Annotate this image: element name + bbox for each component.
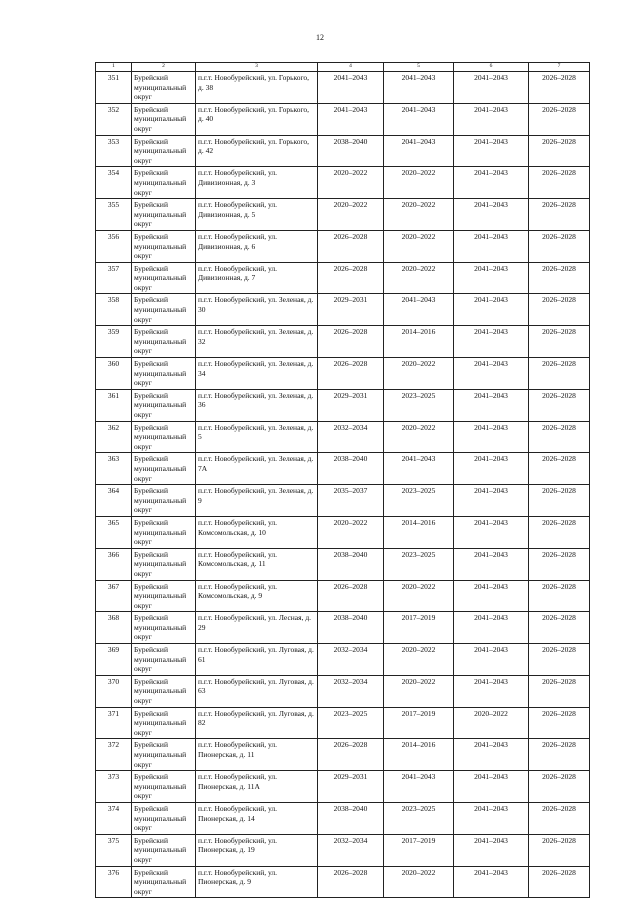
period-col4: 2020–2022 bbox=[318, 199, 384, 231]
period-col4: 2029–2031 bbox=[318, 771, 384, 803]
building-address: п.г.т. Новобурейский, ул. Пионерская, д. 9 bbox=[196, 866, 318, 898]
period-col7: 2026–2028 bbox=[529, 707, 590, 739]
period-col4: 2038–2040 bbox=[318, 802, 384, 834]
period-col5: 2020–2022 bbox=[384, 358, 454, 390]
period-col7: 2026–2028 bbox=[529, 453, 590, 485]
period-col7: 2026–2028 bbox=[529, 675, 590, 707]
period-col4: 2038–2040 bbox=[318, 453, 384, 485]
row-number: 362 bbox=[96, 421, 132, 453]
period-col4: 2029–2031 bbox=[318, 389, 384, 421]
table-row bbox=[96, 485, 590, 517]
row-number: 370 bbox=[96, 675, 132, 707]
period-col7: 2026–2028 bbox=[529, 771, 590, 803]
municipal-district: Бурейский муниципальный округ bbox=[132, 167, 196, 199]
table-row bbox=[96, 326, 590, 358]
row-number: 374 bbox=[96, 802, 132, 834]
period-col7: 2026–2028 bbox=[529, 103, 590, 135]
row-number: 353 bbox=[96, 135, 132, 167]
table-row bbox=[96, 453, 590, 485]
building-address: п.г.т. Новобурейский, ул. Пионерская, д. 19 bbox=[196, 834, 318, 866]
building-address: п.г.т. Новобурейский, ул. Зеленая, д. 9 bbox=[196, 485, 318, 517]
table-row bbox=[96, 548, 590, 580]
period-col5: 2041–2043 bbox=[384, 135, 454, 167]
column-numbers-row bbox=[96, 63, 590, 72]
period-col6: 2041–2043 bbox=[454, 199, 529, 231]
municipal-district: Бурейский муниципальный округ bbox=[132, 644, 196, 676]
building-address: п.г.т. Новобурейский, ул. Зеленая, д. 32 bbox=[196, 326, 318, 358]
period-col7: 2026–2028 bbox=[529, 294, 590, 326]
period-col5: 2020–2022 bbox=[384, 167, 454, 199]
municipal-district: Бурейский муниципальный округ bbox=[132, 516, 196, 548]
municipal-district: Бурейский муниципальный округ bbox=[132, 453, 196, 485]
table-row bbox=[96, 580, 590, 612]
building-address: п.г.т. Новобурейский, ул. Пионерская, д. 14 bbox=[196, 802, 318, 834]
period-col4: 2032–2034 bbox=[318, 421, 384, 453]
period-col7: 2026–2028 bbox=[529, 72, 590, 104]
period-col7: 2026–2028 bbox=[529, 866, 590, 898]
period-col4: 2032–2034 bbox=[318, 834, 384, 866]
building-address: п.г.т. Новобурейский, ул. Комсомольская, д. 9 bbox=[196, 580, 318, 612]
table-row bbox=[96, 167, 590, 199]
table-row bbox=[96, 516, 590, 548]
period-col7: 2026–2028 bbox=[529, 834, 590, 866]
table-row bbox=[96, 135, 590, 167]
building-address: п.г.т. Новобурейский, ул. Зеленая, д. 34 bbox=[196, 358, 318, 390]
period-col5: 2020–2022 bbox=[384, 230, 454, 262]
period-col6: 2041–2043 bbox=[454, 644, 529, 676]
period-col5: 2041–2043 bbox=[384, 294, 454, 326]
period-col5: 2041–2043 bbox=[384, 72, 454, 104]
housing-repair-table bbox=[95, 62, 590, 898]
period-col6: 2041–2043 bbox=[454, 421, 529, 453]
period-col6: 2020–2022 bbox=[454, 707, 529, 739]
period-col5: 2020–2022 bbox=[384, 580, 454, 612]
building-address: п.г.т. Новобурейский, ул. Горького, д. 42 bbox=[196, 135, 318, 167]
building-address: п.г.т. Новобурейский, ул. Пионерская, д. 11 bbox=[196, 739, 318, 771]
column-number: 4 bbox=[318, 63, 384, 72]
row-number: 366 bbox=[96, 548, 132, 580]
period-col6: 2041–2043 bbox=[454, 230, 529, 262]
period-col7: 2026–2028 bbox=[529, 612, 590, 644]
period-col6: 2041–2043 bbox=[454, 167, 529, 199]
municipal-district: Бурейский муниципальный округ bbox=[132, 866, 196, 898]
table-row bbox=[96, 103, 590, 135]
municipal-district: Бурейский муниципальный округ bbox=[132, 580, 196, 612]
period-col4: 2029–2031 bbox=[318, 294, 384, 326]
period-col5: 2020–2022 bbox=[384, 866, 454, 898]
table-row bbox=[96, 771, 590, 803]
table-row bbox=[96, 389, 590, 421]
period-col7: 2026–2028 bbox=[529, 135, 590, 167]
period-col4: 2035–2037 bbox=[318, 485, 384, 517]
table-row bbox=[96, 644, 590, 676]
municipal-district: Бурейский муниципальный округ bbox=[132, 294, 196, 326]
table-row bbox=[96, 358, 590, 390]
row-number: 363 bbox=[96, 453, 132, 485]
period-col7: 2026–2028 bbox=[529, 548, 590, 580]
period-col6: 2041–2043 bbox=[454, 516, 529, 548]
period-col5: 2017–2019 bbox=[384, 834, 454, 866]
municipal-district: Бурейский муниципальный округ bbox=[132, 707, 196, 739]
building-address: п.г.т. Новобурейский, ул. Дивизионная, д. 6 bbox=[196, 230, 318, 262]
period-col4: 2023–2025 bbox=[318, 707, 384, 739]
row-number: 352 bbox=[96, 103, 132, 135]
period-col4: 2026–2028 bbox=[318, 230, 384, 262]
row-number: 372 bbox=[96, 739, 132, 771]
period-col7: 2026–2028 bbox=[529, 421, 590, 453]
period-col4: 2032–2034 bbox=[318, 675, 384, 707]
municipal-district: Бурейский муниципальный округ bbox=[132, 485, 196, 517]
row-number: 351 bbox=[96, 72, 132, 104]
table-row bbox=[96, 739, 590, 771]
row-number: 364 bbox=[96, 485, 132, 517]
table-row bbox=[96, 612, 590, 644]
period-col5: 2020–2022 bbox=[384, 644, 454, 676]
period-col4: 2041–2043 bbox=[318, 72, 384, 104]
period-col7: 2026–2028 bbox=[529, 262, 590, 294]
municipal-district: Бурейский муниципальный округ bbox=[132, 548, 196, 580]
table-row bbox=[96, 834, 590, 866]
building-address: п.г.т. Новобурейский, ул. Дивизионная, д. 5 bbox=[196, 199, 318, 231]
building-address: п.г.т. Новобурейский, ул. Лесная, д. 29 bbox=[196, 612, 318, 644]
period-col6: 2041–2043 bbox=[454, 580, 529, 612]
period-col5: 2020–2022 bbox=[384, 199, 454, 231]
period-col4: 2020–2022 bbox=[318, 516, 384, 548]
column-number: 1 bbox=[96, 63, 132, 72]
municipal-district: Бурейский муниципальный округ bbox=[132, 834, 196, 866]
period-col4: 2026–2028 bbox=[318, 262, 384, 294]
period-col7: 2026–2028 bbox=[529, 644, 590, 676]
period-col6: 2041–2043 bbox=[454, 72, 529, 104]
period-col6: 2041–2043 bbox=[454, 866, 529, 898]
period-col4: 2032–2034 bbox=[318, 644, 384, 676]
building-address: п.г.т. Новобурейский, ул. Луговая, д. 63 bbox=[196, 675, 318, 707]
period-col7: 2026–2028 bbox=[529, 802, 590, 834]
period-col7: 2026–2028 bbox=[529, 739, 590, 771]
building-address: п.г.т. Новобурейский, ул. Горького, д. 38 bbox=[196, 72, 318, 104]
period-col4: 2038–2040 bbox=[318, 612, 384, 644]
row-number: 355 bbox=[96, 199, 132, 231]
table-row bbox=[96, 199, 590, 231]
period-col6: 2041–2043 bbox=[454, 548, 529, 580]
building-address: п.г.т. Новобурейский, ул. Горького, д. 40 bbox=[196, 103, 318, 135]
building-address: п.г.т. Новобурейский, ул. Дивизионная, д. 7 bbox=[196, 262, 318, 294]
municipal-district: Бурейский муниципальный округ bbox=[132, 262, 196, 294]
period-col6: 2041–2043 bbox=[454, 135, 529, 167]
row-number: 375 bbox=[96, 834, 132, 866]
row-number: 358 bbox=[96, 294, 132, 326]
table-row bbox=[96, 866, 590, 898]
column-number: 5 bbox=[384, 63, 454, 72]
period-col5: 2017–2019 bbox=[384, 707, 454, 739]
period-col5: 2017–2019 bbox=[384, 612, 454, 644]
period-col7: 2026–2028 bbox=[529, 167, 590, 199]
table-row bbox=[96, 294, 590, 326]
period-col6: 2041–2043 bbox=[454, 326, 529, 358]
municipal-district: Бурейский муниципальный округ bbox=[132, 72, 196, 104]
municipal-district: Бурейский муниципальный округ bbox=[132, 675, 196, 707]
period-col5: 2023–2025 bbox=[384, 802, 454, 834]
period-col5: 2041–2043 bbox=[384, 771, 454, 803]
row-number: 369 bbox=[96, 644, 132, 676]
page-number: 12 bbox=[316, 33, 324, 42]
period-col6: 2041–2043 bbox=[454, 103, 529, 135]
municipal-district: Бурейский муниципальный округ bbox=[132, 739, 196, 771]
period-col6: 2041–2043 bbox=[454, 389, 529, 421]
municipal-district: Бурейский муниципальный округ bbox=[132, 802, 196, 834]
municipal-district: Бурейский муниципальный округ bbox=[132, 771, 196, 803]
municipal-district: Бурейский муниципальный округ bbox=[132, 612, 196, 644]
table-row bbox=[96, 421, 590, 453]
table-row bbox=[96, 230, 590, 262]
period-col4: 2020–2022 bbox=[318, 167, 384, 199]
table-row bbox=[96, 802, 590, 834]
period-col4: 2026–2028 bbox=[318, 358, 384, 390]
period-col6: 2041–2043 bbox=[454, 739, 529, 771]
period-col6: 2041–2043 bbox=[454, 358, 529, 390]
municipal-district: Бурейский муниципальный округ bbox=[132, 230, 196, 262]
period-col5: 2023–2025 bbox=[384, 485, 454, 517]
row-number: 376 bbox=[96, 866, 132, 898]
period-col7: 2026–2028 bbox=[529, 580, 590, 612]
period-col6: 2041–2043 bbox=[454, 294, 529, 326]
municipal-district: Бурейский муниципальный округ bbox=[132, 199, 196, 231]
municipal-district: Бурейский муниципальный округ bbox=[132, 358, 196, 390]
building-address: п.г.т. Новобурейский, ул. Луговая, д. 82 bbox=[196, 707, 318, 739]
period-col4: 2038–2040 bbox=[318, 135, 384, 167]
period-col5: 2014–2016 bbox=[384, 326, 454, 358]
row-number: 360 bbox=[96, 358, 132, 390]
row-number: 357 bbox=[96, 262, 132, 294]
period-col6: 2041–2043 bbox=[454, 675, 529, 707]
period-col5: 2020–2022 bbox=[384, 262, 454, 294]
row-number: 354 bbox=[96, 167, 132, 199]
municipal-district: Бурейский муниципальный округ bbox=[132, 389, 196, 421]
column-number: 2 bbox=[132, 63, 196, 72]
period-col6: 2041–2043 bbox=[454, 485, 529, 517]
period-col5: 2041–2043 bbox=[384, 103, 454, 135]
period-col4: 2026–2028 bbox=[318, 580, 384, 612]
period-col7: 2026–2028 bbox=[529, 326, 590, 358]
table-row bbox=[96, 72, 590, 104]
period-col6: 2041–2043 bbox=[454, 262, 529, 294]
municipal-district: Бурейский муниципальный округ bbox=[132, 103, 196, 135]
period-col5: 2023–2025 bbox=[384, 389, 454, 421]
period-col7: 2026–2028 bbox=[529, 485, 590, 517]
period-col4: 2038–2040 bbox=[318, 548, 384, 580]
period-col7: 2026–2028 bbox=[529, 199, 590, 231]
column-number: 3 bbox=[196, 63, 318, 72]
row-number: 361 bbox=[96, 389, 132, 421]
period-col4: 2026–2028 bbox=[318, 866, 384, 898]
building-address: п.г.т. Новобурейский, ул. Зеленая, д. 5 bbox=[196, 421, 318, 453]
period-col5: 2041–2043 bbox=[384, 453, 454, 485]
column-number: 6 bbox=[454, 63, 529, 72]
building-address: п.г.т. Новобурейский, ул. Пионерская, д. 11А bbox=[196, 771, 318, 803]
period-col7: 2026–2028 bbox=[529, 230, 590, 262]
building-address: п.г.т. Новобурейский, ул. Комсомольская, д. 10 bbox=[196, 516, 318, 548]
period-col4: 2041–2043 bbox=[318, 103, 384, 135]
row-number: 359 bbox=[96, 326, 132, 358]
table-row bbox=[96, 707, 590, 739]
row-number: 365 bbox=[96, 516, 132, 548]
period-col5: 2014–2016 bbox=[384, 516, 454, 548]
municipal-district: Бурейский муниципальный округ bbox=[132, 135, 196, 167]
municipal-district: Бурейский муниципальный округ bbox=[132, 421, 196, 453]
period-col5: 2014–2016 bbox=[384, 739, 454, 771]
period-col6: 2041–2043 bbox=[454, 834, 529, 866]
building-address: п.г.т. Новобурейский, ул. Зеленая, д. 36 bbox=[196, 389, 318, 421]
building-address: п.г.т. Новобурейский, ул. Комсомольская, д. 11 bbox=[196, 548, 318, 580]
period-col6: 2041–2043 bbox=[454, 802, 529, 834]
row-number: 368 bbox=[96, 612, 132, 644]
table-row bbox=[96, 262, 590, 294]
period-col5: 2023–2025 bbox=[384, 548, 454, 580]
row-number: 371 bbox=[96, 707, 132, 739]
building-address: п.г.т. Новобурейский, ул. Луговая, д. 61 bbox=[196, 644, 318, 676]
row-number: 367 bbox=[96, 580, 132, 612]
period-col5: 2020–2022 bbox=[384, 675, 454, 707]
row-number: 373 bbox=[96, 771, 132, 803]
table-row bbox=[96, 675, 590, 707]
period-col6: 2041–2043 bbox=[454, 771, 529, 803]
period-col6: 2041–2043 bbox=[454, 612, 529, 644]
period-col7: 2026–2028 bbox=[529, 516, 590, 548]
building-address: п.г.т. Новобурейский, ул. Зеленая, д. 30 bbox=[196, 294, 318, 326]
column-number: 7 bbox=[529, 63, 590, 72]
period-col7: 2026–2028 bbox=[529, 358, 590, 390]
row-number: 356 bbox=[96, 230, 132, 262]
period-col4: 2026–2028 bbox=[318, 326, 384, 358]
period-col4: 2026–2028 bbox=[318, 739, 384, 771]
building-address: п.г.т. Новобурейский, ул. Зеленая, д. 7А bbox=[196, 453, 318, 485]
period-col5: 2020–2022 bbox=[384, 421, 454, 453]
building-address: п.г.т. Новобурейский, ул. Дивизионная, д. 3 bbox=[196, 167, 318, 199]
period-col7: 2026–2028 bbox=[529, 389, 590, 421]
municipal-district: Бурейский муниципальный округ bbox=[132, 326, 196, 358]
period-col6: 2041–2043 bbox=[454, 453, 529, 485]
